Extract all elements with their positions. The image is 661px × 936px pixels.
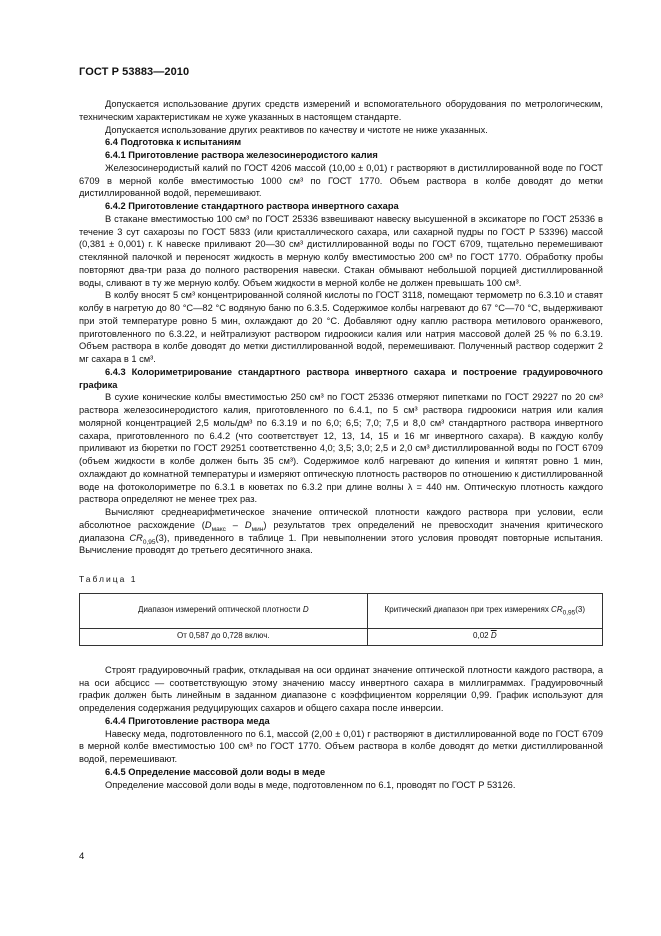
text-run: Вычисляют среднеарифметическое значение оптической плотности каждого раствора при условии, если абсолютное расхождение ( xyxy=(79,507,603,530)
document-body xyxy=(79,98,603,791)
header-text: Критический диапазон при трех измерениях xyxy=(384,605,552,615)
paragraph-6-4-3-b xyxy=(79,506,603,557)
paragraph-instruments: Допускается использование других средств измерений и вспомогательного оборудования по метрологическим, техническим характеристикам не хуже указанных в настоящем стандарте. xyxy=(79,99,603,122)
text-run: (3), приведенного в таблице 1. При невыполнении этого условия проводят повторные испытания. Вычисление проводят до третьего десятичного знака. xyxy=(79,532,603,556)
symbol-cr: CR xyxy=(551,605,563,615)
paragraph-6-4-2-a: В стакане вместимостью 100 см³ по ГОСТ 25336 взвешивают навеску высушенной в эксикаторе по ГОСТ 25336 в течение 3 сут сахарозы по ГОСТ 5833 (или кристаллического сахара, или сахарной пудры по ГОСТ Р 53396) массой (0,381 ± 0,001) г. К навеске приливают 20—30 см³ дистиллированной воды по ГОСТ 6709, тщательно перемешивают стеклянной палочкой и переносят жидкость в мерную колбу вместимостью 200 см³ по ГОСТ 1770. Обработку пробы повторяют два-три раза до полного растворения навески. Стакан обмывают небольшой порцией дистиллированной воды, сливают в ту же мерную колбу. Объем жидкости в мерной колбе не должен превышать 100 см³. xyxy=(79,213,603,288)
subscript-cr: 0,95 xyxy=(142,538,156,546)
paragraph-6-4-3-c: Строят градуировочный график, откладывая на оси ординат значение оптической плотности каждого раствора, а на оси абсцисс — соответствующую этому значению массу инвертного сахара в миллиграммах. Градуировочный график должен быть линейным в заданном диапазоне с коэффициентом корреляции 0,99. График используют для определения содержания редуцирующих сахаров и общего сахара после инверсии. xyxy=(79,664,603,713)
paragraph-reagents: Допускается использование других реактивов по качеству и чистоте не ниже указанных. xyxy=(105,124,488,135)
section-heading-6-4-5: 6.4.5 Определение массовой доли воды в меде xyxy=(105,766,326,777)
subscript-cr: 0,95 xyxy=(562,609,576,617)
minus-sign: – xyxy=(225,519,245,530)
table-row xyxy=(80,628,603,645)
paragraph-6-4-5: Определение массовой доли воды в меде, подготовленном по 6.1, проводят по ГОСТ Р 53126. xyxy=(105,779,516,790)
table-caption: Таблица 1 xyxy=(79,574,138,584)
page-header: ГОСТ Р 53883—2010 xyxy=(79,66,190,78)
text-run: ) результатов трех определений не превосходит значения критического диапазона xyxy=(79,519,603,543)
table-cell-range: От 0,587 до 0,728 включ. xyxy=(80,628,368,645)
subscript-max: макс xyxy=(211,525,226,533)
paragraph-6-4-1: Железосинеродистый калий по ГОСТ 4206 массой (10,00 ± 0,01) г растворяют в дистиллированной воде по ГОСТ 6709 в мерной колбе вместимостью 1000 см³ по ГОСТ 1770. Объем раствора в колбе доводят до метки дистиллированной водой, перемешивают. xyxy=(79,162,603,199)
symbol-d: D xyxy=(204,519,212,530)
header-suffix: (3) xyxy=(575,605,586,615)
subscript-min: мин xyxy=(251,525,264,533)
table-header-range xyxy=(80,593,368,628)
paragraph-6-4-2-b: В колбу вносят 5 см³ концентрированной соляной кислоты по ГОСТ 3118, помещают термометр по 6.3.10 и ставят колбу в нагретую до 80 °С—82 °С водяную баню по 6.3.5. Содержимое колбы нагревают до 67 °С—70 °С, выдерживают при этой температуре ровно 5 мин, охлаждают до 20 °С. Добавляют одну каплю раствора метилового оранжевого, приготовленного по 6.3.22, и нейтрализуют раствором гидроокиси калия или натрия массовой долей 25 % по 6.3.19. Объем раствора в колбе доводят до метки дистиллированной водой, перемешивают. Полученный раствор содержит 2 мг сахара в 1 см³. xyxy=(79,290,603,364)
header-text: Диапазон измерений оптической плотности xyxy=(138,605,303,615)
table-cell-value xyxy=(367,628,602,645)
section-heading-6-4-2: 6.4.2 Приготовление стандартного раствора инвертного сахара xyxy=(105,201,399,211)
table-header-critical xyxy=(367,593,602,628)
section-heading-6-4-4: 6.4.4 Приготовление раствора меда xyxy=(105,715,270,726)
symbol-d: D xyxy=(244,519,252,530)
value-text: 0,02 xyxy=(473,631,491,641)
symbol-d-mean: $\overline{D}$ xyxy=(490,631,497,641)
table-critical-range xyxy=(79,593,603,646)
table-header-row xyxy=(80,593,603,628)
paragraph-6-4-3-a: В сухие конические колбы вместимостью 250 см³ по ГОСТ 25336 отмеряют пипетками по ГОСТ 29227 по 20 см³ раствора железосинеродистого калия, приготовленного по 6.4.1, по 5 см³ раствора гидроокиси натрия или калия молярной концентрацией 2,5 моль/дм³ по 6.3.19 и по 6,0; 6,5; 7,0; 7,5 и 8,0 см³ стандартного раствора инвертного сахара, приготовленного по 6.4.2 (что соответствует 12, 13, 14, 15 и 16 мг инвертного сахара). В каждую колбу приливают из бюретки по ГОСТ 29251 соответственно 4,0; 3,5; 3,0; 2,5 и 2,0 см³ дистиллированной воды по ГОСТ 6709 (объем жидкости в колбе должен быть 35 см³). Содержимое колб нагревают до кипения и кипятят ровно 1 мин, охлаждают до комнатной температуры и измеряют оптическую плотность растворов по отношению к дистиллированной воде на фотоколориметре по 6.3.1 в кюветах по 6.3.2 при длине волны λ = 440 нм. Оптическую плотность каждого раствора определяют не менее трех раз. xyxy=(79,392,603,505)
symbol-d: D xyxy=(302,605,309,615)
section-heading-6-4: 6.4 Подготовка к испытаниям xyxy=(105,137,242,148)
section-heading-6-4-3: 6.4.3 Колориметрирование стандартного раствора инвертного сахара и построение градуировочного графика xyxy=(79,366,603,390)
paragraph-6-4-4: Навеску меда, подготовленного по 6.1, массой (2,00 ± 0,01) г растворяют в дистиллированной воде по ГОСТ 6709 в мерной колбе вместимостью 100 см³ по ГОСТ 1770. Объем раствора в колбе доводят до метки дистиллированной водой, перемешивают. xyxy=(79,728,603,764)
symbol-cr: CR xyxy=(129,532,143,543)
section-heading-6-4-1: 6.4.1 Приготовление раствора железосинеродистого калия xyxy=(105,150,378,160)
page-number: 4 xyxy=(79,851,85,862)
